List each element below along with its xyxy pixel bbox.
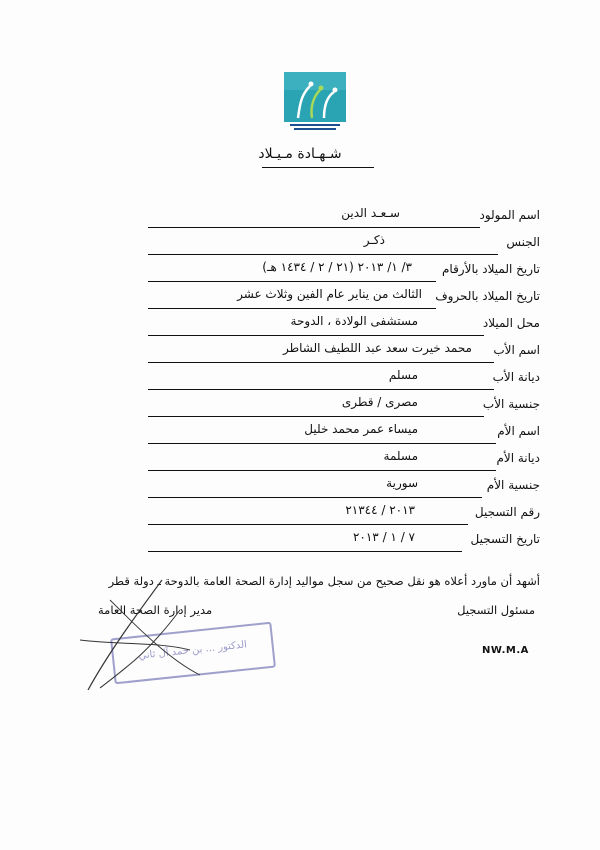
field-row-birthdate-numeric (0, 262, 600, 282)
field-value: ذكـر (363, 233, 385, 247)
field-line (148, 416, 484, 417)
stamp-text: الدكتور ... بن حمد آل ثاني (138, 639, 248, 662)
field-row-mother-religion (0, 451, 600, 471)
field-label: جنسية الأب (482, 397, 540, 411)
field-row-registration-date (0, 532, 600, 552)
field-line (148, 470, 496, 471)
field-label: تاريخ الميلاد بالحروف (435, 289, 540, 303)
field-row-mother-name (0, 424, 600, 444)
field-label: ديانة الأم (496, 451, 540, 465)
field-label: محل الميلاد (482, 316, 540, 330)
handwritten-signature (70, 570, 290, 700)
field-line (148, 227, 480, 228)
field-line (148, 551, 462, 552)
field-label: اسم الأب (493, 343, 540, 357)
field-line (148, 497, 482, 498)
field-row-newborn-name (0, 208, 600, 228)
field-label: الجنس (506, 235, 540, 249)
field-line (148, 281, 436, 282)
field-value: مسلم (388, 368, 418, 382)
field-label: اسم المولود (479, 208, 540, 222)
field-value: الثالث من يناير عام الفين وثلاث عشر (237, 287, 422, 301)
field-label: تاريخ التسجيل (470, 532, 540, 546)
field-row-registration-number (0, 505, 600, 525)
health-ministry-logo (284, 72, 346, 132)
field-value: محمد خيرت سعد عبد اللطيف الشاطر (282, 341, 472, 355)
field-line (148, 308, 436, 309)
title-underline (262, 167, 374, 168)
field-label: اسم الأم (497, 424, 540, 438)
field-line (148, 443, 496, 444)
field-line (148, 362, 494, 363)
field-line (148, 389, 494, 390)
field-value: ميساء عمر محمد خليل (304, 422, 418, 436)
field-value: سـعـد الدين (341, 206, 400, 220)
public-health-director-label: مدير إدارة الصحة العامة (98, 603, 213, 617)
field-line (148, 335, 484, 336)
attestation-statement: أشهد أن ماورد أعلاه هو نقل صحيح من سجل مواليد إدارة الصحة العامة بالدوحة ـ دولة قطر (108, 574, 540, 588)
field-row-mother-nationality (0, 478, 600, 498)
field-value: ٧ / ١ / ٢٠١٣ (352, 530, 415, 544)
field-value: ٢٠١٣ / ٢١٣٤٤ (345, 503, 415, 517)
field-line (148, 254, 498, 255)
field-value: مصرى / قطرى (341, 395, 418, 409)
field-label: رقم التسجيل (474, 505, 540, 519)
registration-officer-label: مسئول التسجيل (457, 603, 535, 617)
field-value: مستشفى الولادة ، الدوحة (290, 314, 418, 328)
field-row-birthplace (0, 316, 600, 336)
field-row-father-religion (0, 370, 600, 390)
field-value: ٣/ ١/ ٢٠١٣ (٢١ / ٢ / ١٤٣٤ هـ) (262, 260, 412, 274)
field-row-father-name (0, 343, 600, 363)
field-line (148, 524, 468, 525)
document-code: NW.M.A (482, 645, 529, 656)
field-value: سورية (386, 476, 418, 490)
field-value: مسلمة (383, 449, 418, 463)
field-label: ديانة الأب (492, 370, 540, 384)
field-row-birthdate-words (0, 289, 600, 309)
field-label: تاريخ الميلاد بالأرقام (441, 262, 540, 276)
document-title: شـهـادة مـيـلاد (258, 146, 342, 162)
field-row-gender (0, 235, 600, 255)
field-row-father-nationality (0, 397, 600, 417)
field-label: جنسية الأم (486, 478, 540, 492)
